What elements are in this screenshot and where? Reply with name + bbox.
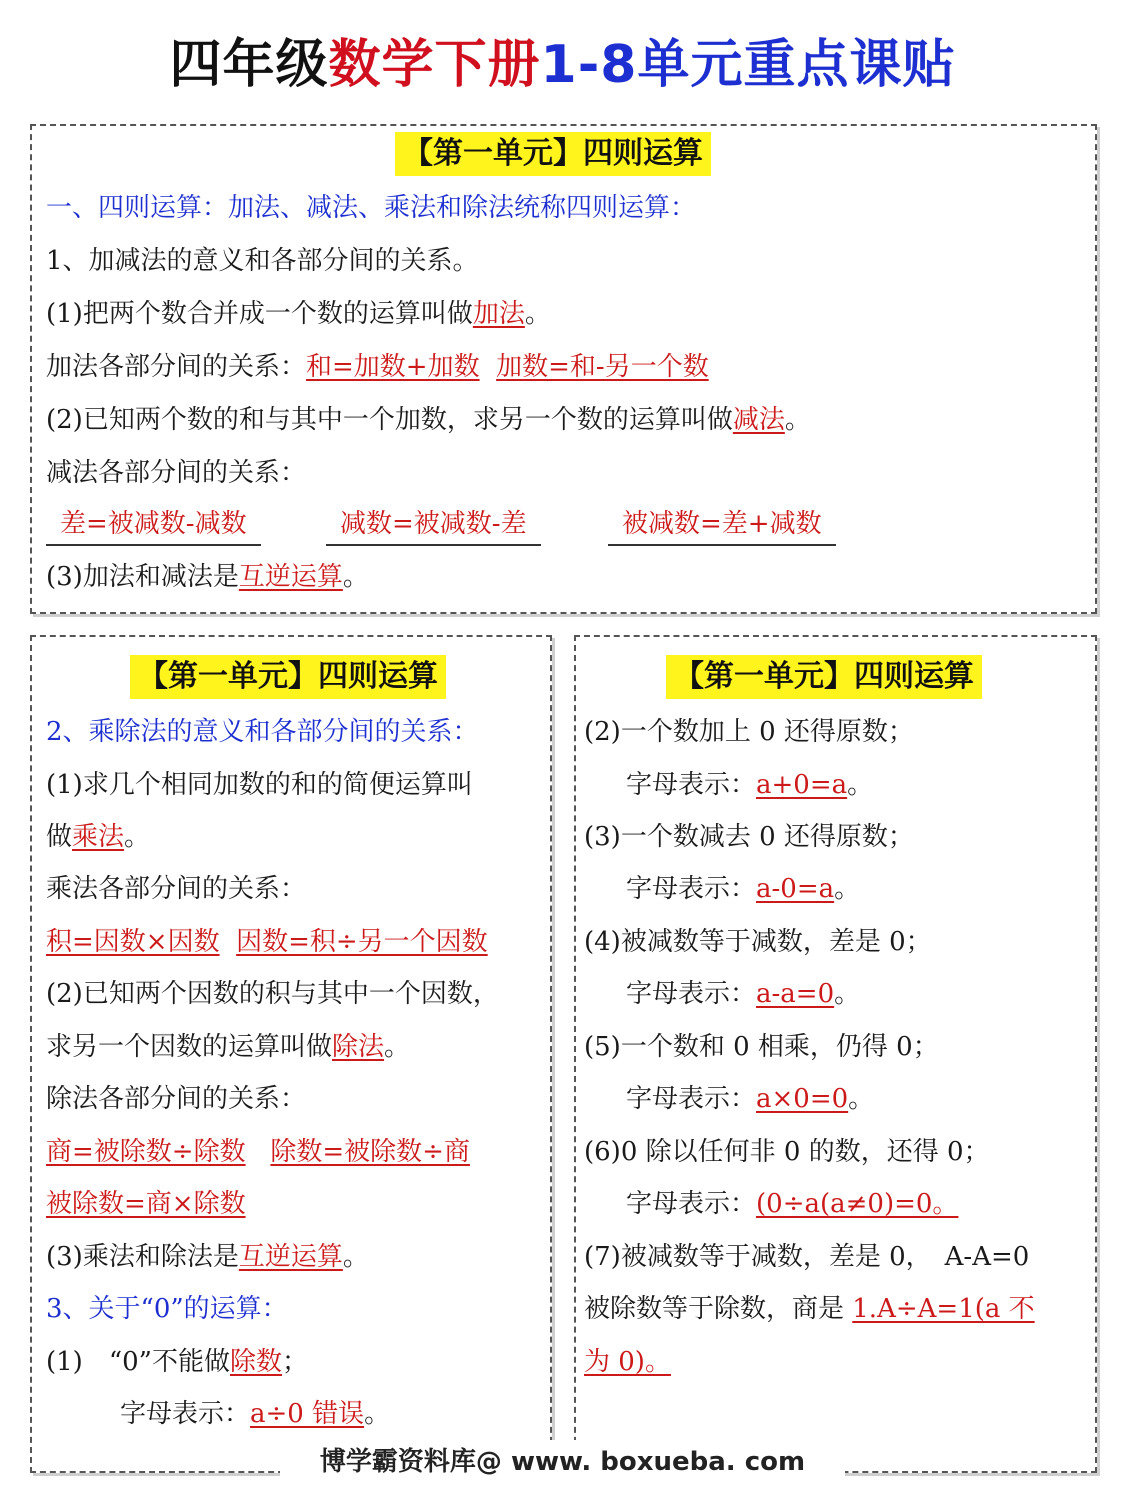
title-grade: 四年级 [169,35,329,95]
text-line: 除法各部分间的关系： [46,1084,307,1114]
answer-blank: 差=被减数-减数 [46,504,261,546]
answer: 减法 [732,405,785,435]
text-line: (6)0 除以任何非 0 的数，还得 0； [584,1137,990,1167]
text-line: (1)求几个相同加数的和的简便运算叫 [46,770,473,800]
section-heading: 3、关于“0”的运算： [46,1294,288,1324]
text-line [46,1184,246,1224]
answer: 和=加数+加数 [306,352,480,382]
text-line [584,1342,671,1382]
section-heading: 2、乘除法的意义和各部分间的关系： [46,717,479,747]
text-line: 乘法各部分间的关系： [46,874,307,904]
text-line: 加法各部分间的关系：和=加数+加数 加数=和-另一个数 [46,352,709,382]
section-heading: 一、四则运算：加法、减法、乘法和除法统称四则运算： [46,193,697,223]
text-line: (3)加法和减法是互逆运算。 [46,562,369,592]
answer: 互逆运算 [238,562,343,592]
text-line: 字母表示：a-0=a。 [626,874,861,904]
text-line: 字母表示：(0÷a(a≠0)=0。 [626,1189,959,1219]
answer: a÷0 错误 [250,1399,365,1429]
text-line: (2)已知两个数的和与其中一个加数，求另一个数的运算叫做减法。 [46,405,811,435]
answer-blank: 被减数=差+减数 [608,504,836,546]
answer: 被除数=商×除数 [46,1189,246,1219]
answer: 1.A÷A=1(a 不 [852,1294,1035,1324]
card-heading: 【第一单元】四则运算 [395,132,711,176]
footer-watermark: 博学霸资料库@ www. boxueba. com [280,1440,845,1484]
answer: 除法 [332,1032,385,1062]
page-title [0,30,1125,100]
answer: (0÷a(a≠0)=0。 [756,1189,959,1219]
answer: 除数 [229,1347,282,1377]
text-line: 被除数等于除数，商是 1.A÷A=1(a 不 [584,1294,1035,1324]
answer: 商=被除数÷除数 [46,1137,246,1167]
text-line [46,1132,470,1172]
text-line: 做乘法。 [46,822,151,852]
text-line: (3)乘法和除法是互逆运算。 [46,1242,369,1272]
answer: 因数=积÷另一个因数 [236,927,488,957]
answer: a+0=a [756,770,848,800]
answer: 加法 [472,299,525,329]
card-heading: 【第一单元】四则运算 [666,655,982,699]
answer: 除数=被除数÷商 [270,1137,470,1167]
answer: a-a=0 [756,979,835,1009]
text-line: 字母表示：a×0=0。 [626,1084,875,1114]
unit1-multiplication-division-card [30,635,552,1473]
text-line: (2)已知两个因数的积与其中一个因数， [46,979,499,1009]
text-line: (4)被减数等于减数，差是 0； [584,927,932,957]
text-line: (3)一个数减去 0 还得原数； [584,822,914,852]
text-line [46,922,488,962]
text-line: 求另一个因数的运算叫做除法。 [46,1032,411,1062]
text-line: (5)一个数和 0 相乘，仍得 0； [584,1032,939,1062]
title-subject: 数学下册 [328,35,541,95]
text-line: 字母表示：a÷0 错误。 [120,1399,391,1429]
subsection-heading: 1、加减法的意义和各部分间的关系。 [46,246,479,276]
unit1-zero-operations-card [574,635,1097,1473]
unit1-addition-subtraction-card [30,124,1097,614]
answer: a-0=a [756,874,835,904]
text-line: (1) “0”不能做除数； [46,1347,308,1377]
answer: 为 0)。 [584,1347,671,1377]
card-heading: 【第一单元】四则运算 [130,655,446,699]
answer: a×0=0 [756,1084,849,1114]
answer-blank: 减数=被减数-差 [326,504,541,546]
answer: 乘法 [72,822,125,852]
answer: 互逆运算 [238,1242,343,1272]
text-line: (7)被减数等于减数，差是 0， A-A=0 [584,1242,1030,1272]
answer: 积=因数×因数 [46,927,220,957]
answer: 加数=和-另一个数 [496,352,709,382]
text-line: 字母表示：a-a=0。 [626,979,861,1009]
text-line: 减法各部分间的关系： [46,458,307,488]
text-line: (2)一个数加上 0 还得原数； [584,717,914,747]
text-line: (1)把两个数合并成一个数的运算叫做加法。 [46,299,551,329]
text-line: 字母表示：a+0=a。 [626,770,874,800]
title-units: 1-8单元重点课贴 [540,35,956,95]
